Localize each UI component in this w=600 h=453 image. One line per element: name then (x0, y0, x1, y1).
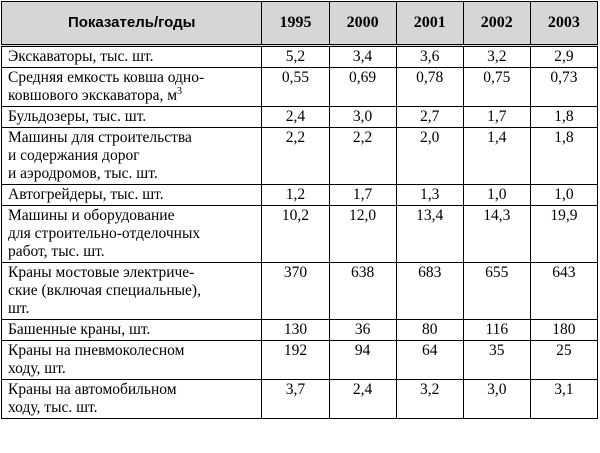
table-row (2, 128, 598, 185)
value-cell: 192 (262, 341, 329, 380)
year-header: 2000 (329, 2, 396, 46)
value-cell: 2,4 (329, 380, 396, 419)
year-header: 2003 (530, 2, 597, 46)
table-row (2, 380, 598, 419)
year-header: 2001 (396, 2, 463, 46)
indicator-cell (2, 341, 262, 380)
value-cell: 5,2 (262, 46, 329, 68)
indicator-cell (2, 107, 262, 128)
value-cell: 12,0 (329, 206, 396, 263)
value-cell: 1,8 (530, 128, 597, 185)
value-cell: 643 (530, 263, 597, 320)
indicator-label: Краны мостовые электриче- ские (включая специальные), шт. (8, 264, 201, 317)
value-cell: 130 (262, 320, 329, 341)
value-cell: 10,2 (262, 206, 329, 263)
table-row (2, 341, 598, 380)
indicator-label: Машины для строительства и содержания дорог и аэродромов, тыс. шт. (8, 129, 192, 182)
indicator-cell (2, 128, 262, 185)
indicator-label: Краны на автомобильном ходу, тыс. шт. (8, 381, 177, 416)
value-cell: 1,0 (463, 185, 530, 206)
value-cell: 0,55 (262, 68, 329, 107)
value-cell: 1,4 (463, 128, 530, 185)
indicator-cell (2, 263, 262, 320)
value-cell: 80 (396, 320, 463, 341)
indicator-cell (2, 46, 262, 68)
value-cell: 1,8 (530, 107, 597, 128)
value-cell: 116 (463, 320, 530, 341)
value-cell: 0,75 (463, 68, 530, 107)
value-cell: 0,78 (396, 68, 463, 107)
header-row (2, 2, 598, 46)
value-cell: 2,2 (329, 128, 396, 185)
year-header: 2002 (463, 2, 530, 46)
year-header: 1995 (262, 2, 329, 46)
value-cell: 3,1 (530, 380, 597, 419)
indicator-label: Краны на пневмоколесном ходу, шт. (8, 342, 185, 377)
value-cell: 0,69 (329, 68, 396, 107)
table-row (2, 206, 598, 263)
table-row (2, 320, 598, 341)
value-cell: 180 (530, 320, 597, 341)
value-cell: 64 (396, 341, 463, 380)
value-cell: 1,7 (329, 185, 396, 206)
value-cell: 655 (463, 263, 530, 320)
value-cell: 3,6 (396, 46, 463, 68)
value-cell: 3,2 (463, 46, 530, 68)
indicator-label: Экскаваторы, тыс. шт. (8, 48, 154, 65)
table-row (2, 46, 598, 68)
value-cell: 3,7 (262, 380, 329, 419)
value-cell: 3,4 (329, 46, 396, 68)
value-cell: 2,9 (530, 46, 597, 68)
value-cell: 35 (463, 341, 530, 380)
value-cell: 13,4 (396, 206, 463, 263)
value-cell: 3,0 (463, 380, 530, 419)
indicator-cell (2, 206, 262, 263)
value-cell: 19,9 (530, 206, 597, 263)
indicator-cell (2, 68, 262, 107)
unit-superscript: 3 (177, 86, 183, 97)
indicator-label: Башенные краны, шт. (8, 321, 151, 338)
table-row (2, 185, 598, 206)
indicator-cell (2, 185, 262, 206)
value-cell: 0,73 (530, 68, 597, 107)
indicator-cell (2, 380, 262, 419)
value-cell: 3,2 (396, 380, 463, 419)
value-cell: 638 (329, 263, 396, 320)
indicator-label: Машины и оборудование для строительно-отделочных работ, тыс. шт. (8, 207, 201, 260)
indicator-cell (2, 320, 262, 341)
value-cell: 36 (329, 320, 396, 341)
value-cell: 2,2 (262, 128, 329, 185)
value-cell: 94 (329, 341, 396, 380)
value-cell: 2,4 (262, 107, 329, 128)
value-cell: 25 (530, 341, 597, 380)
table-row (2, 263, 598, 320)
value-cell: 370 (262, 263, 329, 320)
value-cell: 683 (396, 263, 463, 320)
value-cell: 1,0 (530, 185, 597, 206)
indicator-label: Автогрейдеры, тыс. шт. (8, 186, 164, 203)
value-cell: 1,3 (396, 185, 463, 206)
value-cell: 2,0 (396, 128, 463, 185)
statistics-table (1, 1, 598, 419)
indicator-header: Показатель/годы (2, 2, 262, 46)
table-row (2, 107, 598, 128)
value-cell: 3,0 (329, 107, 396, 128)
indicator-label: Средняя емкость ковша одно- ковшового экскаватора, м (8, 69, 205, 104)
value-cell: 14,3 (463, 206, 530, 263)
indicator-label: Бульдозеры, тыс. шт. (8, 108, 147, 125)
value-cell: 1,7 (463, 107, 530, 128)
value-cell: 1,2 (262, 185, 329, 206)
table-row (2, 68, 598, 107)
value-cell: 2,7 (396, 107, 463, 128)
